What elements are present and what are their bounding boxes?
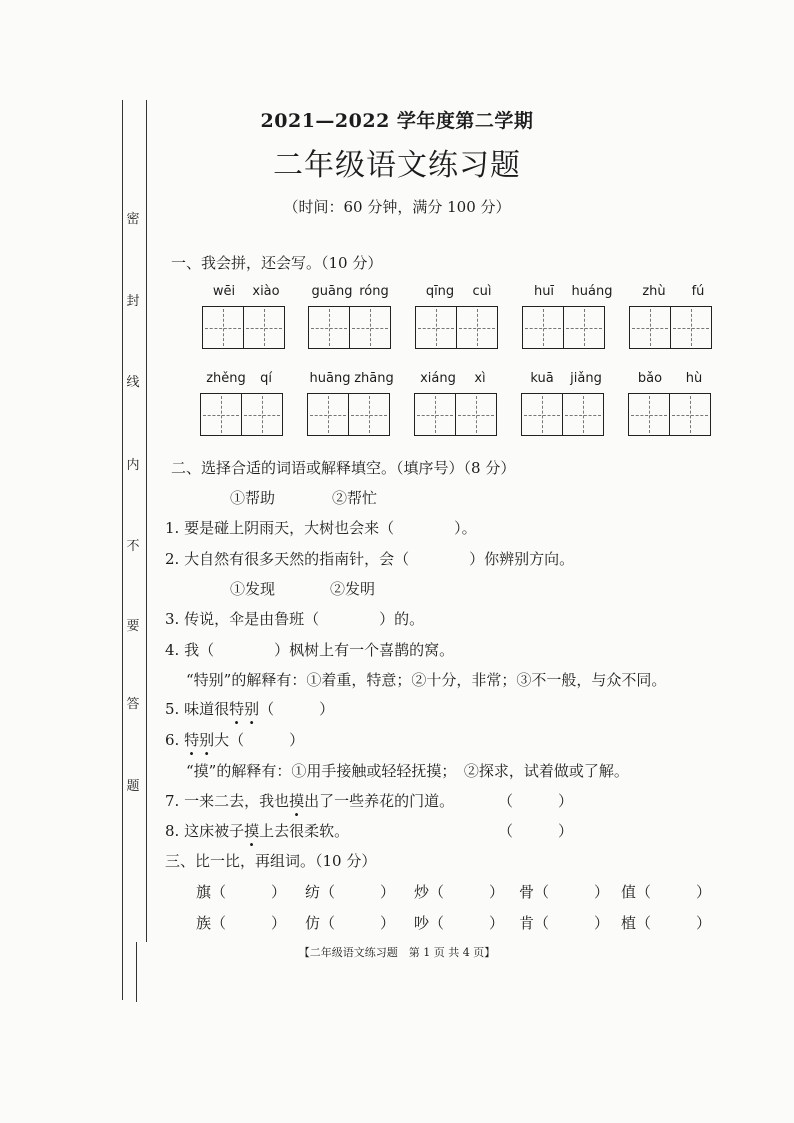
dotted-char: 别 (199, 731, 215, 749)
pinyin: qí (260, 371, 272, 386)
word-pair-item[interactable]: 骨（ ） (519, 883, 610, 901)
answer-blank[interactable]: （ ） (259, 700, 335, 718)
word-pair-item[interactable]: 纺（ ） (305, 883, 396, 901)
question-text: 上去很柔软。 (259, 822, 350, 840)
pinyin: huáng (571, 284, 613, 299)
pinyin: xiào (252, 284, 280, 299)
pinyin: xiáng (420, 371, 456, 386)
answer-blank[interactable]: 大（ ） (214, 731, 305, 749)
section2-heading: 二、选择合适的词语或解释填空。（填序号）（8 分） (171, 459, 516, 477)
page-footer: 【二年级语文练习题 第 1 页 共 4 页】 (298, 946, 496, 959)
question-2[interactable]: 2. 大自然有很多天然的指南针，会（ ）你辨别方向。 (165, 550, 575, 568)
option: ①帮助 (230, 489, 276, 507)
seal-char: 线 (126, 375, 140, 390)
pinyin: kuā (530, 371, 554, 386)
seal-char: 答 (126, 697, 140, 712)
writing-grid[interactable] (308, 306, 389, 349)
pinyin: wēi (212, 284, 236, 299)
writing-grid[interactable] (628, 393, 709, 436)
section3-heading: 三、比一比，再组词。（10 分） (165, 852, 377, 870)
dotted-char: 别 (244, 700, 260, 718)
question-4[interactable]: 4. 我（ ）枫树上有一个喜鹊的窝。 (165, 641, 455, 659)
option: ①发现 (230, 580, 276, 598)
seal-char: 要 (126, 619, 140, 634)
seal-char: 内 (126, 458, 140, 473)
option: ②发明 (330, 580, 376, 598)
writing-grid[interactable] (414, 393, 495, 436)
question-text: 5. 味道很 (165, 700, 230, 718)
writing-grid[interactable] (200, 393, 281, 436)
pinyin: bǎo (637, 371, 663, 386)
question-6[interactable] (165, 729, 304, 750)
pinyin: zhù (642, 284, 666, 299)
question-5[interactable] (165, 698, 334, 719)
answer-blank[interactable]: （ ） (498, 792, 574, 810)
writing-grid[interactable] (522, 306, 603, 349)
writing-grid[interactable] (307, 393, 388, 436)
explanation-mo: “摸”的解释有：①用手接触或轻轻抚摸； ②探求，试着做或了解。 (186, 762, 629, 780)
dotted-char: 摸 (289, 792, 305, 810)
seal-line-left (122, 100, 123, 1000)
word-pair-item[interactable]: 值（ ） (621, 883, 712, 901)
question-1[interactable]: 1. 要是碰上阴雨天，大树也会来（ ）。 (165, 519, 477, 537)
pinyin: hù (685, 371, 703, 386)
question-text: 8. 这床被子 (165, 822, 245, 840)
dotted-char: 特 (184, 731, 200, 749)
word-pair-item[interactable]: 肯（ ） (519, 914, 610, 932)
word-pair-item[interactable]: 仿（ ） (305, 914, 396, 932)
pinyin: zhěng (206, 371, 246, 386)
pinyin: zhāng (354, 371, 394, 386)
answer-blank[interactable]: （ ） (498, 822, 574, 840)
pinyin: huī (533, 284, 555, 299)
pinyin: cuì (472, 284, 492, 299)
writing-grid[interactable] (521, 393, 602, 436)
word-pair-item[interactable]: 植（ ） (621, 914, 712, 932)
pinyin: qīng (425, 284, 455, 299)
explanation-tebie: “特别”的解释有：①着重，特意；②十分，非常；③不一般，与众不同。 (186, 671, 667, 689)
seal-char: 题 (126, 779, 140, 794)
pinyin: huāng (309, 371, 351, 386)
seal-char: 不 (126, 539, 140, 554)
word-pair-item[interactable]: 吵（ ） (414, 914, 505, 932)
seal-char: 封 (126, 294, 140, 309)
seal-char: 密 (126, 212, 140, 227)
pinyin: jiǎng (570, 371, 602, 386)
question-3[interactable]: 3. 传说，伞是由鲁班（ ）的。 (165, 610, 425, 628)
question-7[interactable] (165, 790, 454, 811)
dotted-char: 摸 (244, 822, 260, 840)
writing-grid[interactable] (629, 306, 710, 349)
question-8[interactable] (165, 820, 349, 841)
time-info: （时间：60 分钟，满分 100 分） (283, 198, 511, 216)
pinyin: róng (359, 284, 389, 299)
page-title: 二年级语文练习题 (273, 148, 521, 183)
question-text: 出了一些养花的门道。 (304, 792, 455, 810)
dotted-char: 特 (229, 700, 245, 718)
option: ②帮忙 (332, 489, 378, 507)
pinyin: fú (691, 284, 705, 299)
pinyin: xì (474, 371, 486, 386)
question-text: 6. (165, 731, 185, 749)
school-year: 2021—2022 学年度第二学期 (260, 110, 534, 132)
section1-heading: 一、我会拼，还会写。（10 分） (171, 254, 383, 272)
writing-grid[interactable] (202, 306, 283, 349)
question-text: 7. 一来二去，我也 (165, 792, 290, 810)
word-pair-item[interactable]: 族（ ） (196, 914, 287, 932)
pinyin: guāng (311, 284, 353, 299)
seal-line-right (146, 100, 147, 942)
word-pair-item[interactable]: 炒（ ） (414, 883, 505, 901)
word-pair-item[interactable]: 旗（ ） (196, 883, 287, 901)
writing-grid[interactable] (415, 306, 496, 349)
